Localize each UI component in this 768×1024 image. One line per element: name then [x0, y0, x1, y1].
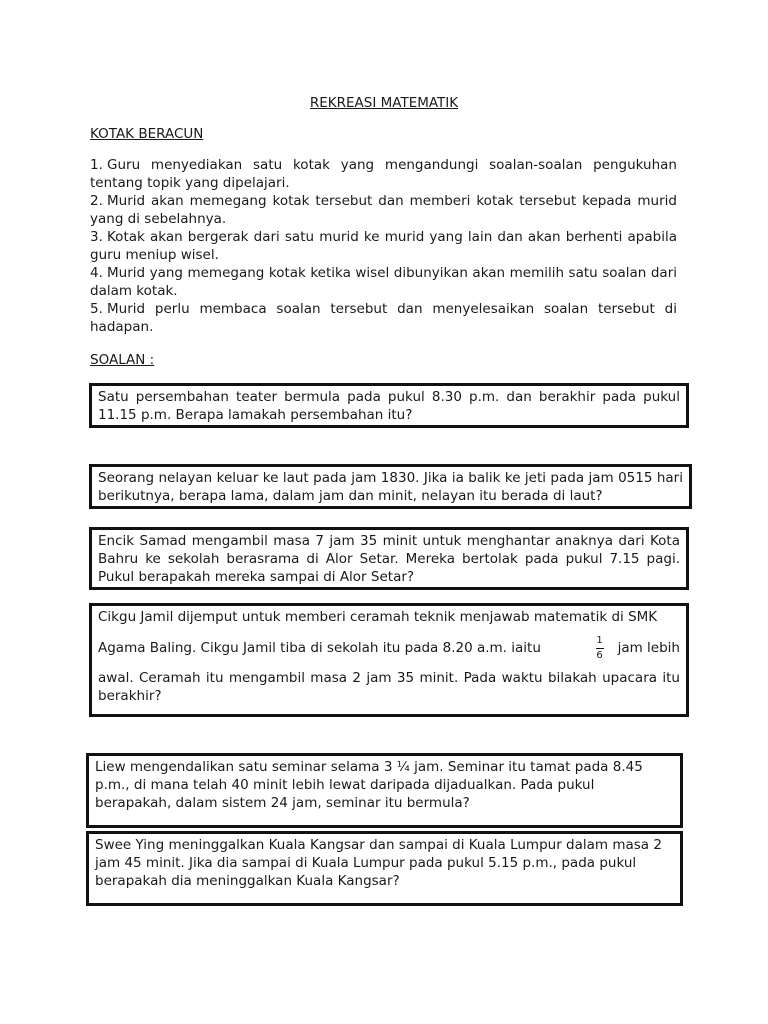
- question-box: [89, 383, 689, 428]
- fraction: [596, 636, 604, 661]
- instruction-text: Murid perlu membaca soalan tersebut dan menyelesaikan soalan tersebut di hadapan.: [90, 301, 677, 335]
- question-text-row: [98, 628, 680, 668]
- instruction-item: 5. Murid perlu membaca soalan tersebut dan menyelesaikan soalan tersebut di hadapan.: [90, 301, 677, 335]
- question-box: [86, 831, 683, 906]
- instruction-item: 2. Murid akan memegang kotak tersebut dan memberi kotak tersebut kepada murid yang di sebelahnya.: [90, 193, 677, 227]
- fraction-numerator: 1: [596, 634, 603, 646]
- question-box: [89, 464, 692, 509]
- question-text: Liew mengendalikan satu seminar selama 3 ¼ jam. Seminar itu tamat pada 8.45 p.m., di mana telah 40 minit lebih lewat daripada dijadualkan. Pada pukul berapakah, dalam sistem 24 jam, seminar itu bermula?: [95, 759, 643, 811]
- instruction-list: [90, 156, 677, 336]
- page-title: REKREASI MATEMATIK: [309, 95, 459, 111]
- question-text: jam lebih: [617, 640, 680, 656]
- instruction-text: Guru menyediakan satu kotak yang mengandungi soalan-soalan pengukuhan tentang topik yang dipelajari.: [90, 157, 677, 191]
- question-box: [89, 603, 689, 717]
- fraction-bar: [596, 648, 604, 649]
- instruction-text: Kotak akan bergerak dari satu murid ke murid yang lain dan akan berhenti apabila guru meniup wisel.: [90, 229, 677, 263]
- instruction-text: Murid yang memegang kotak ketika wisel dibunyikan akan memilih satu soalan dari dalam kotak.: [90, 265, 677, 299]
- question-text: awal. Ceramah itu mengambil masa 2 jam 35 minit. Pada waktu bilakah upacara itu berakhir?: [98, 670, 680, 704]
- question-text: Agama Baling. Cikgu Jamil tiba di sekolah itu pada 8.20 a.m. iaitu: [98, 640, 541, 656]
- question-text: Encik Samad mengambil masa 7 jam 35 minit untuk menghantar anaknya dari Kota Bahru ke sekolah berasrama di Alor Setar. Mereka bertolak pada pukul 7.15 pagi. Pukul berapakah mereka sampai di Alor Setar?: [98, 533, 680, 585]
- questions-heading: SOALAN :: [90, 352, 155, 368]
- instruction-item: 3. Kotak akan bergerak dari satu murid ke murid yang lain dan akan berhenti apabila guru meniup wisel.: [90, 229, 677, 263]
- question-box: [89, 527, 689, 590]
- fraction-group: [596, 636, 680, 661]
- question-text: Satu persembahan teater bermula pada pukul 8.30 p.m. dan berakhir pada pukul 11.15 p.m. Berapa lamakah persembahan itu?: [98, 389, 680, 423]
- question-box: [86, 753, 683, 828]
- question-text: Swee Ying meninggalkan Kuala Kangsar dan sampai di Kuala Lumpur dalam masa 2 jam 45 minit. Jika dia sampai di Kuala Lumpur pada pukul 5.15 p.m., pada pukul berapakah dia meninggalkan Kuala Kangsar?: [95, 837, 662, 889]
- instruction-item: 4. Murid yang memegang kotak ketika wisel dibunyikan akan memilih satu soalan dari dalam kotak.: [90, 265, 677, 299]
- question-text: Seorang nelayan keluar ke laut pada jam 1830. Jika ia balik ke jeti pada jam 0515 hari berikutnya, berapa lama, dalam jam dan minit, nelayan itu berada di laut?: [98, 470, 683, 504]
- instruction-item: 1. Guru menyediakan satu kotak yang mengandungi soalan-soalan pengukuhan tentang topik yang dipelajari.: [90, 157, 677, 191]
- fraction-denominator: 6: [596, 649, 603, 661]
- section-heading: KOTAK BERACUN: [90, 126, 204, 142]
- instruction-text: Murid akan memegang kotak tersebut dan memberi kotak tersebut kepada murid yang di sebelahnya.: [90, 193, 677, 227]
- question-text: Cikgu Jamil dijemput untuk memberi ceramah teknik menjawab matematik di SMK: [98, 609, 658, 625]
